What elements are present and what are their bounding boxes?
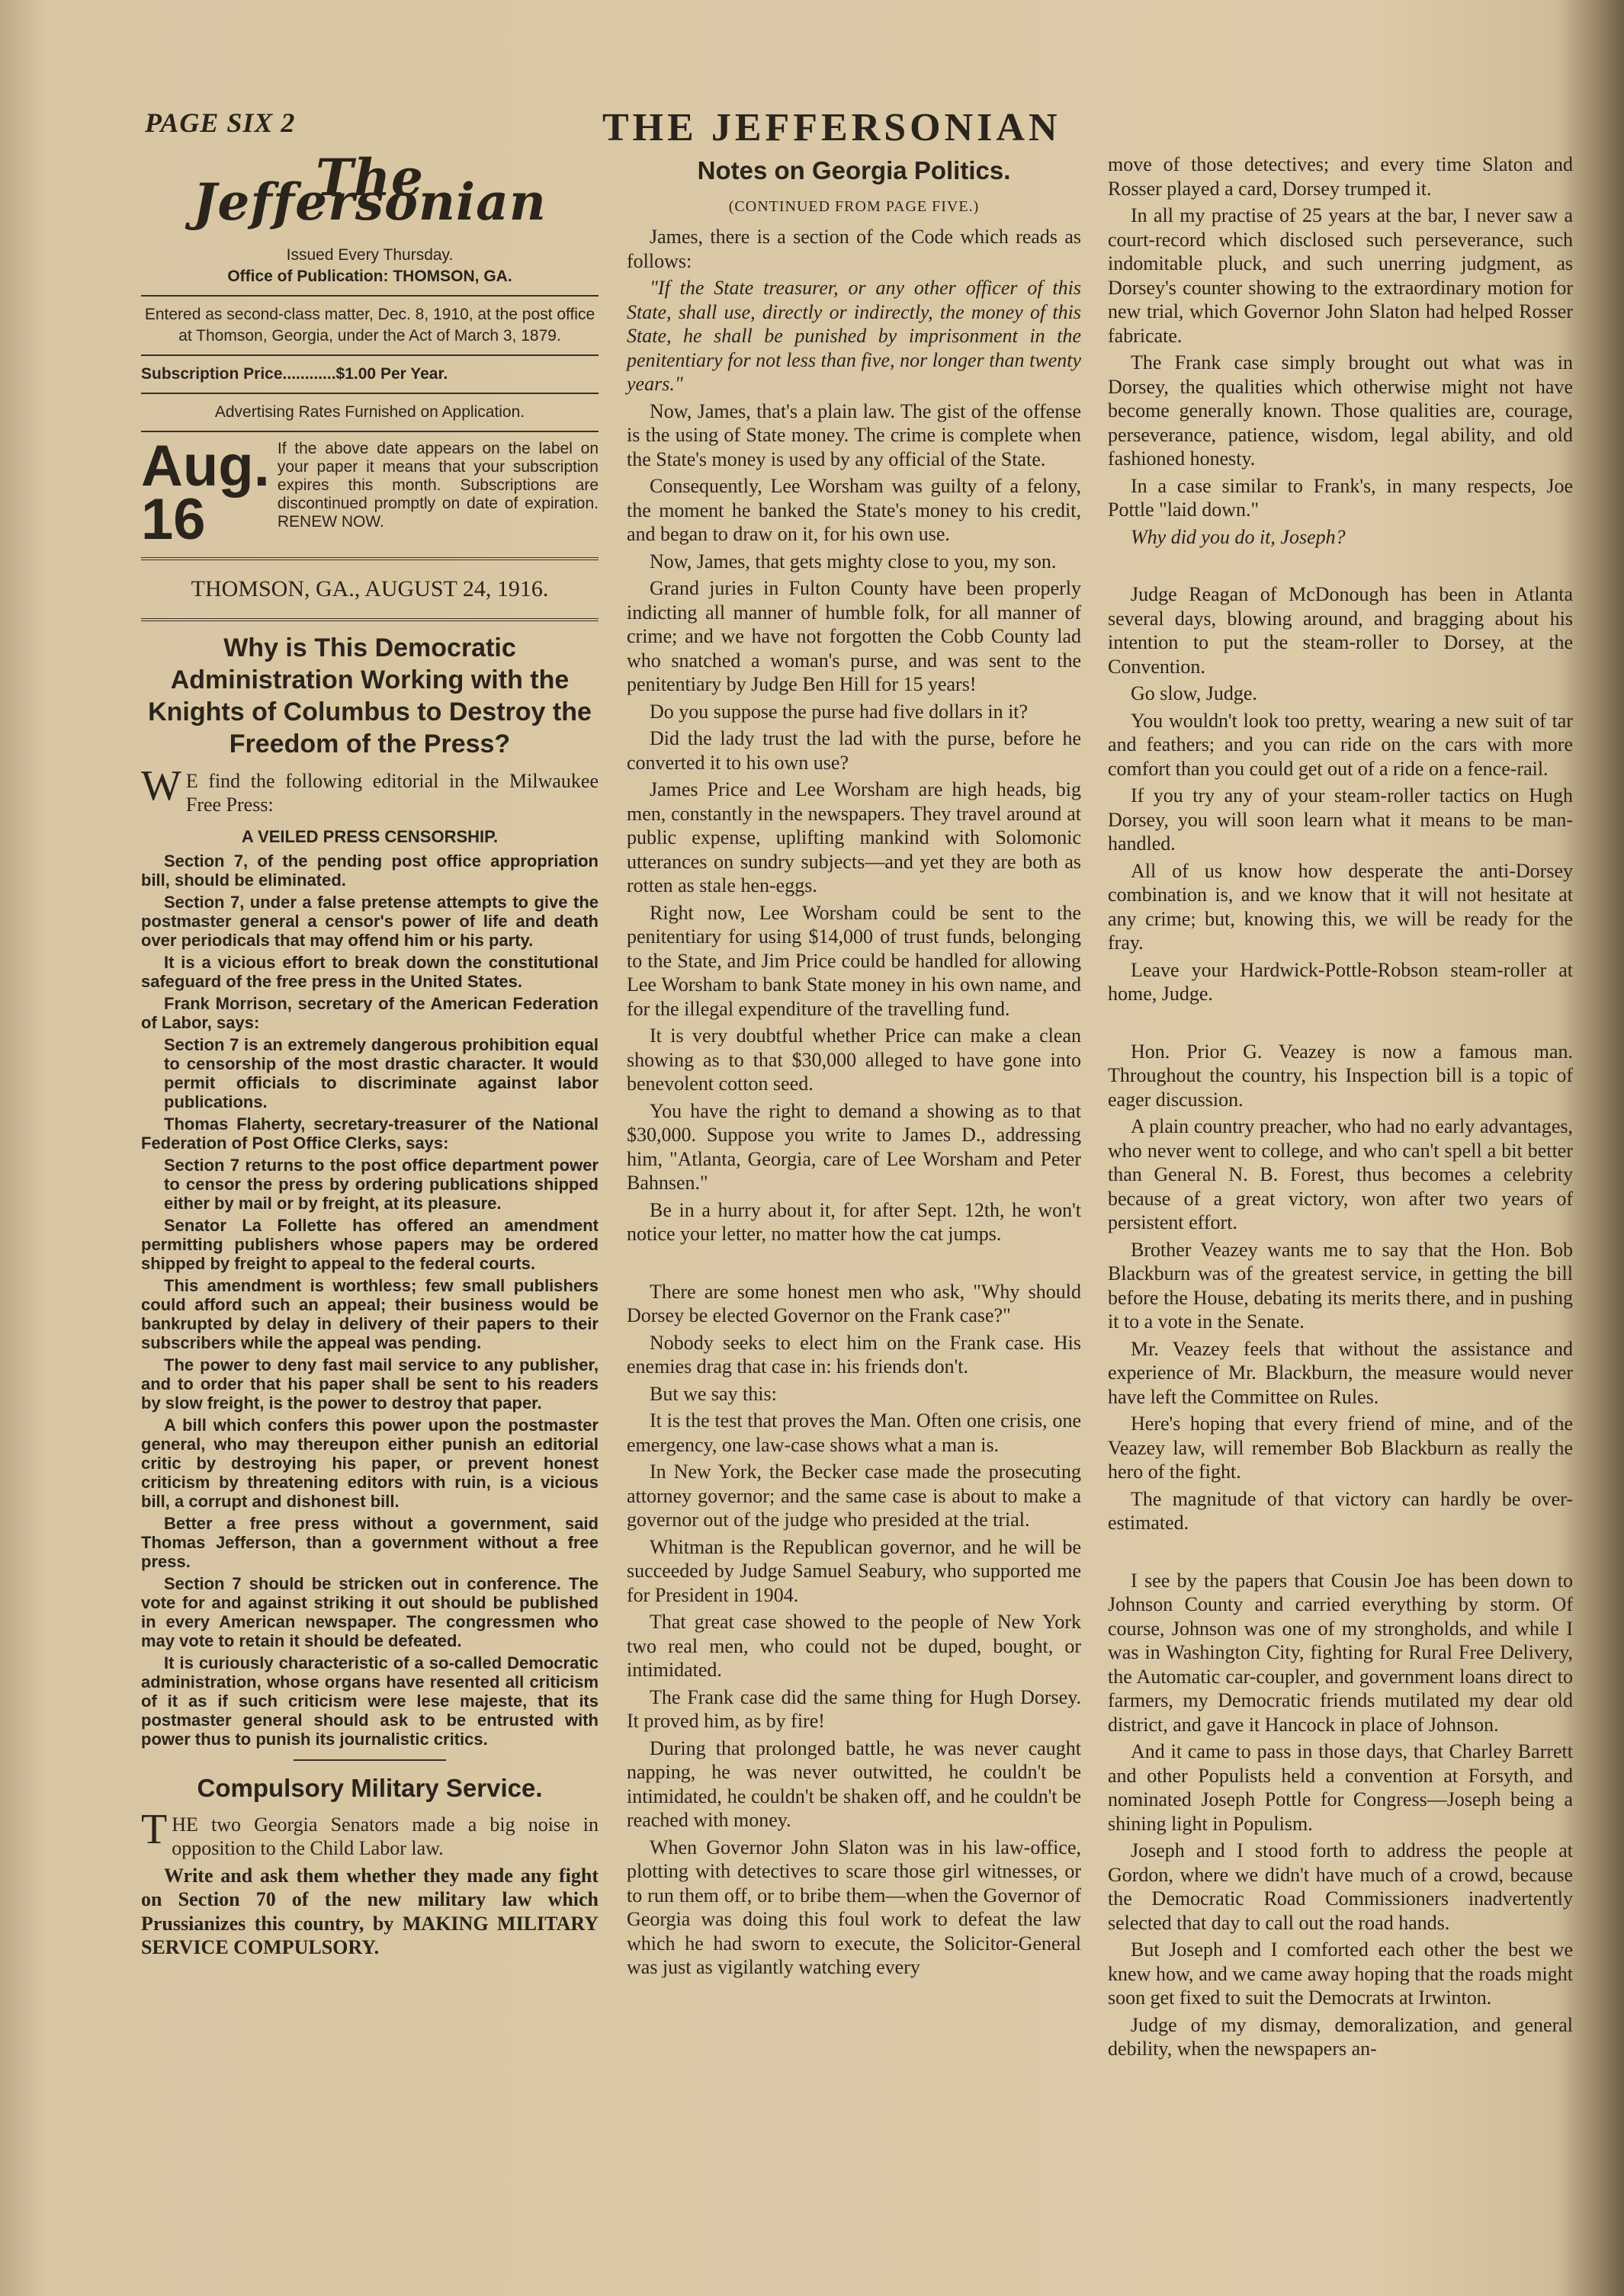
article-paragraph: James Price and Lee Worsham are high heads, big men, constantly in the newspapers. They travel around at public expense, uplifting mankind with Solomonic utterances on sundry subjects—and yet they are both as rotten as stale hen-eggs. <box>627 778 1081 896</box>
divider <box>141 295 599 297</box>
article-paragraph: Brother Veazey wants me to say that the Hon. Bob Blackburn was of the greatest service, in getting the bill before the House, debating its merits there, and in pushing it to a vote in the Senate. <box>1108 1238 1573 1332</box>
divider <box>141 557 599 560</box>
article-paragraph: In all my practise of 25 years at the bar, I never saw a court-record which disclosed such perseverance, such indomitable pluck, and such unerring judgment, as Dorsey's counter showing to the extraordinary motion for new trial, which Governor John Slaton had helped Rosser fabricate. <box>1108 204 1573 347</box>
masthead: The Jeffersonian <box>193 148 547 232</box>
article-paragraph: Judge Reagan of McDonough has been in Atlanta several days, blowing around, and bragging about his intention to put the steam-roller to Dorsey, at the Convention. <box>1108 583 1573 678</box>
article-paragraph: Nobody seeks to elect him on the Frank case. His enemies drag that case in: his friends don't. <box>627 1331 1081 1377</box>
divider <box>141 618 599 621</box>
quoted-paragraph: Section 7, under a false pretense attempts to give the postmaster general a censor's power of life and death over periodicals that may offend him or his party. <box>141 893 599 950</box>
quoted-paragraph: Better a free press without a government, said Thomas Jefferson, than a government without a free press. <box>141 1514 599 1571</box>
spacer <box>1108 1538 1573 1569</box>
issued-line: Issued Every Thursday. <box>286 246 454 264</box>
quoted-paragraph: It is a vicious effort to break down the constitutional safeguard of the free press in the United States. <box>141 953 599 991</box>
headline-georgia-politics: Notes on Georgia Politics. <box>697 156 1011 184</box>
continued-note: (CONTINUED FROM PAGE FIVE.) <box>728 197 980 215</box>
article-paragraph: Mr. Veazey feels that without the assistance and experience of Mr. Blackburn, the measure would never have left the Committee on Rules. <box>1108 1337 1573 1408</box>
spacer <box>1108 1009 1573 1040</box>
quoted-paragraph: Senator La Follette has offered an amendment permitting publishers whose papers may be ordered shipped by freight to appeal to the federal courts. <box>141 1216 599 1273</box>
article-paragraph: During that prolonged battle, he was never caught napping, he was never outwitted, he couldn't be intimidated, he couldn't be shaken off, and he couldn't be reached with money. <box>627 1736 1081 1831</box>
article-paragraph: Judge of my dismay, demoralization, and general debility, when the newspapers an- <box>1108 2013 1573 2060</box>
article-paragraph: All of us know how desperate the anti-Dorsey combination is, and we know that it will not hesitate at any crime; but, knowing this, we will be ready for the fray. <box>1108 859 1573 954</box>
divider <box>141 354 599 356</box>
article-paragraph: If you try any of your steam-roller tactics on Hugh Dorsey, you will soon learn what it means to be man-handled. <box>1108 784 1573 855</box>
article-paragraph: You wouldn't look too pretty, wearing a new suit of tar and feathers; and you can ride on the cars with more comfort than you could get out of a ride on a fence-rail. <box>1108 709 1573 780</box>
article-paragraph: That great case showed to the people of New York two real men, who could not be duped, bought, or intimidated. <box>627 1611 1081 1681</box>
article-paragraph: WE find the following editorial in the Milwaukee Free Press: <box>141 762 599 816</box>
expiration-notice <box>141 434 599 552</box>
quoted-paragraph: Thomas Flaherty, secretary-treasurer of the National Federation of Post Office Clerks, says: <box>141 1114 599 1153</box>
article-paragraph: Now, James, that's a plain law. The gist of the offense is the using of State money. The crime is complete when the State's money is used by any official of the State. <box>627 399 1081 470</box>
divider <box>141 431 599 432</box>
article-paragraph: In a case similar to Frank's, in many respects, Joe Pottle "laid down." <box>1108 474 1573 521</box>
entered-notice: Entered as second-class matter, Dec. 8, 1910, at the post office at Thomson, Georgia, under the Act of March 3, 1879. <box>144 306 595 345</box>
article-paragraph: THE two Georgia Senators made a big noise in opposition to the Child Labor law. <box>141 1805 599 1859</box>
article-paragraph: Now, James, that gets mighty close to you, my son. <box>650 550 1057 572</box>
article-paragraph: Right now, Lee Worsham could be sent to the penitentiary for using $14,000 of trust funds, belonging to the State, and Jim Price could be handled for allowing Lee Worsham to bank State money in his own name, and for the illegal expenditure of the travelling fund. <box>627 901 1081 1020</box>
quoted-paragraph: This amendment is worthless; few small publishers could afford such an appeal; their business would be bankrupted by delay in delivery of their papers to their subscribers while the appeal was pending. <box>141 1276 599 1352</box>
subheading: A VEILED PRESS CENSORSHIP. <box>241 826 499 846</box>
quoted-paragraph: A bill which confers this power upon the postmaster general, who may thereupon either punish an editorial critic by destroying his paper, or prevent honest criticism by threatening editors with ruin, is a vicious bill, a corrupt and dishonest bill. <box>141 1416 599 1511</box>
article-paragraph: You have the right to demand a showing as to that $30,000. Suppose you write to James D., addressing him, "Atlanta, Georgia, care of Lee Worsham and Peter Bahnsen." <box>627 1099 1081 1194</box>
article-paragraph: Did the lady trust the lad with the purse, before he converted it to his own use? <box>627 727 1081 774</box>
page-number-label: PAGE SIX 2 <box>145 107 296 138</box>
spacer <box>1108 552 1573 582</box>
article-paragraph: Here's hoping that every friend of mine, and of the Veazey law, will remember Bob Blackburn as really the hero of the fight. <box>1108 1413 1573 1483</box>
column-left <box>141 148 599 1963</box>
article-paragraph: Hon. Prior G. Veazey is now a famous man. Throughout the country, his Inspection bill is a topic of eager discussion. <box>1108 1040 1573 1111</box>
article-paragraph: A plain country preacher, who had no early advantages, who never went to college, and who can't spell a bit better than General N. B. Forest, thus becomes a celebrity because of a great victory, won after two years of persistent effort. <box>1108 1115 1573 1233</box>
headline-press-freedom: Why is This Democratic Administration Working with the Knights of Columbus to Destroy the Freedom of the Press? <box>148 633 592 758</box>
article-paragraph: And it came to pass in those days, that Charley Barrett and other Populists held a convention at Forsyth, and nominated Joseph Pottle for Congress—Joseph being a shining light in Populism. <box>1108 1740 1573 1835</box>
article-paragraph: Go slow, Judge. <box>1131 682 1257 704</box>
quoted-paragraph: Section 7, of the pending post office appropriation bill, should be eliminated. <box>141 851 599 890</box>
dateline: THOMSON, GA., AUGUST 24, 1916. <box>191 576 549 601</box>
column-right <box>1108 152 1573 2064</box>
office-line: Office of Publication: THOMSON, GA. <box>227 268 512 285</box>
expiration-date: Aug. 16 <box>141 434 270 552</box>
quoted-paragraph: Section 7 should be stricken out in conference. The vote for and against striking it out should be published in every American newspaper. The congressmen who may vote to retain it should be defeated. <box>141 1574 599 1650</box>
article-paragraph: Why did you do it, Joseph? <box>1131 525 1346 548</box>
quoted-paragraph: Frank Morrison, secretary of the American Federation of Labor, says: <box>141 994 599 1032</box>
article-paragraph: Write and ask them whether they made any fight on Section 70 of the new military law which Prussianizes this country, by MAKING MILITARY SERVICE COMPULSORY. <box>141 1864 599 1958</box>
subscription-price: Subscription Price............$1.00 Per Year. <box>141 365 448 383</box>
article-paragraph: The magnitude of that victory can hardly be over-estimated. <box>1108 1487 1573 1534</box>
article-paragraph: Joseph and I stood forth to address the people at Gordon, where we didn't have much of a crowd, because the Democratic Road Commissioners inadvertently selected that day to call out the road hands. <box>1108 1839 1573 1934</box>
quoted-paragraph: The power to deny fast mail service to any publisher, and to order that his paper shall be sent to his readers by slow freight, is the power to destroy that paper. <box>141 1355 599 1413</box>
article-paragraph: It is the test that proves the Man. Often one crisis, one emergency, one law-case shows what a man is. <box>627 1409 1081 1456</box>
quoted-paragraph: Section 7 is an extremely dangerous prohibition equal to censorship of the most drastic character. It would permit officials to discriminate against labor publications. <box>164 1035 599 1111</box>
article-paragraph: "If the State treasurer, or any other officer of this State, shall use, directly or indirectly, the money of this State, he shall be punished by imprisonment in the penitentiary for not less than five, nor longer than twenty years." <box>627 277 1081 395</box>
advertising-notice: Advertising Rates Furnished on Application. <box>214 403 525 421</box>
paper-title: THE JEFFERSONIAN <box>602 106 1061 149</box>
divider <box>294 1759 446 1761</box>
quoted-paragraph: It is curiously characteristic of a so-called Democratic administration, whose organs have resented all criticism of it as if such criticism were lese majeste, that its postmaster general should ask to be entrusted with power thus to punish its journalistic critics. <box>141 1653 599 1749</box>
article-paragraph: It is very doubtful whether Price can make a clean showing as to that $30,000 alleged to have gone into benevolent cotton seed. <box>627 1025 1081 1095</box>
article-paragraph: Grand juries in Fulton County have been properly indicting all manner of humble folk, for all manner of crime; and we have not forgotten the Cobb County lad who snatched a woman's purse, and was sent to the penitentiary by Judge Ben Hill for 15 years! <box>627 577 1081 695</box>
article-paragraph: The Frank case simply brought out what was in Dorsey, the qualities which otherwise might not have become generally known. Those qualities are, courage, perseverance, patience, wisdom, legal ability, and old fashioned honesty. <box>1108 351 1573 470</box>
divider <box>141 393 599 394</box>
article-paragraph: James, there is a section of the Code which reads as follows: <box>627 226 1081 272</box>
article-paragraph: Leave your Hardwick-Pottle-Robson steam-roller at home, Judge. <box>1108 958 1573 1005</box>
article-paragraph: Be in a hurry about it, for after Sept. 12th, he won't notice your letter, no matter how the cat jumps. <box>627 1198 1081 1245</box>
expiration-text: If the above date appears on the label on your paper it means that your subscription expires this month. Subscriptions are discontinued promptly on date of expiration. RENEW NOW. <box>277 440 599 531</box>
column-middle <box>627 152 1081 1983</box>
article-paragraph: In New York, the Becker case made the prosecuting attorney governor; and the same case is about to make a governor out of the judge who presided at the trial. <box>627 1461 1081 1531</box>
article-paragraph: Consequently, Lee Worsham was guilty of a felony, the moment he banked the State's money to his credit, and began to draw on it, for his own use. <box>627 475 1081 545</box>
article-paragraph: I see by the papers that Cousin Joe has been down to Johnson County and carried everything by storm. Of course, Johnson was one of my strongholds, and while I was in Washington City, fighting for Rural Free Delivery, the Automatic car-coupler, and government loans direct to farmers, my Democratic friends mutilated my dear old district, and gave it Hancock in place of Johnson. <box>1108 1569 1573 1736</box>
article-paragraph: Whitman is the Republican governor, and he will be succeeded by Judge Samuel Seabury, who supported me for President in 1904. <box>627 1535 1081 1606</box>
article-paragraph: The Frank case did the same thing for Hugh Dorsey. It proved him, as by fire! <box>627 1685 1081 1732</box>
article-paragraph: When Governor John Slaton was in his law-office, plotting with detectives to scare those girl witnesses, or to run them off, or to bribe them—when the Governor of Georgia was doing this foul work to defeat the law which he had sworn to execute, the Solicitor-General was just as vigilantly watching every <box>627 1836 1081 1978</box>
article-paragraph: move of those detectives; and every time Slaton and Rosser played a card, Dorsey trumped it. <box>1108 153 1573 200</box>
article-paragraph: There are some honest men who ask, "Why should Dorsey be elected Governor on the Frank case?" <box>627 1280 1081 1326</box>
spacer <box>627 1249 1081 1280</box>
article-paragraph: Do you suppose the purse had five dollars in it? <box>650 700 1029 723</box>
article-paragraph: But Joseph and I comforted each other the best we knew how, and we came away hoping that the roads might soon get fixed to suit the Democrats at Irwinton. <box>1108 1938 1573 2009</box>
quoted-paragraph: Section 7 returns to the post office department power to censor the press by ordering publications shipped either by mail or by freight, at its pleasure. <box>164 1156 599 1213</box>
headline-military-service: Compulsory Military Service. <box>197 1774 543 1802</box>
article-paragraph: But we say this: <box>650 1382 777 1405</box>
